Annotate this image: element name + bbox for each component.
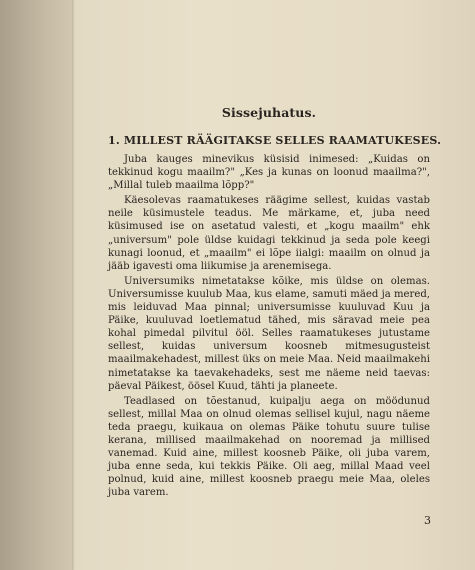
paragraph-1: Juba kauges minevikus küsisid inimesed: „Kuidas on tekkinud kogu maailm?" „Kes ja kunas on loonud maailma?", „Millal tuleb maailma lõpp?"	[108, 154, 430, 192]
page-number: 3	[424, 514, 431, 527]
facing-page-edge	[0, 0, 72, 570]
paragraph-2: Käesolevas raamatukeses räägime sellest, kuidas vastab neile küsimustele teadus. Me märkame, et, juba need küsimused ise on asetatud valesti, et „kogu maailm" ehk „universum" pole üldse kuidagi tekkinud ja seda pole keegi kunagi loonud, et „maailm" ei lõpe iialgi: maailm on olnud ja jääb igavesti oma liikumise ja arenemisega.	[108, 195, 430, 272]
paragraph-3: Universumiks nimetatakse kõike, mis üldse on olemas. Universumisse kuulub Maa, kus elame, samuti mäed ja mered, mis leiduvad Maa pinnal; universumisse kuuluvad Kuu ja Päike, kuuluvad loetlematud tähed, mis säravad meie pea kohal pimedal pilvitul ööl. Selles raamatukeses jutustame sellest, kuidas universum koosneb mitmesugusteist maailmakehadest, millest üks on meie Maa. Neid maailmakehi nimetatakse ka taevakehadeks, sest me näeme neid taevas: päeval Päikest, öösel Kuud, tähti ja planeete.	[108, 275, 430, 392]
paragraph-4: Teadlased on tõestanud, kuipalju aega on möödunud sellest, millal Maa on olnud olemas sellisel kujul, nagu näeme teda praegu, kuikaua on olemas Päike tohutu suure tulise kerana, millised maailmakehad on nooremad ja millised vanemad. Kuid aine, millest koosneb Päike, oli juba varem, juba enne seda, kui tekkis Päike. Oli aeg, millal Maad veel polnud, kuid aine, millest koosneb praegu meie Maa, oleles juba varem.	[108, 395, 430, 499]
page-spine-shadow	[72, 0, 75, 570]
page-title: Sissejuhatus.	[221, 105, 317, 120]
page-content	[108, 105, 442, 501]
section-heading: 1. MILLEST RÄÄGITAKSE SELLES RAAMATUKESES.	[108, 134, 442, 147]
